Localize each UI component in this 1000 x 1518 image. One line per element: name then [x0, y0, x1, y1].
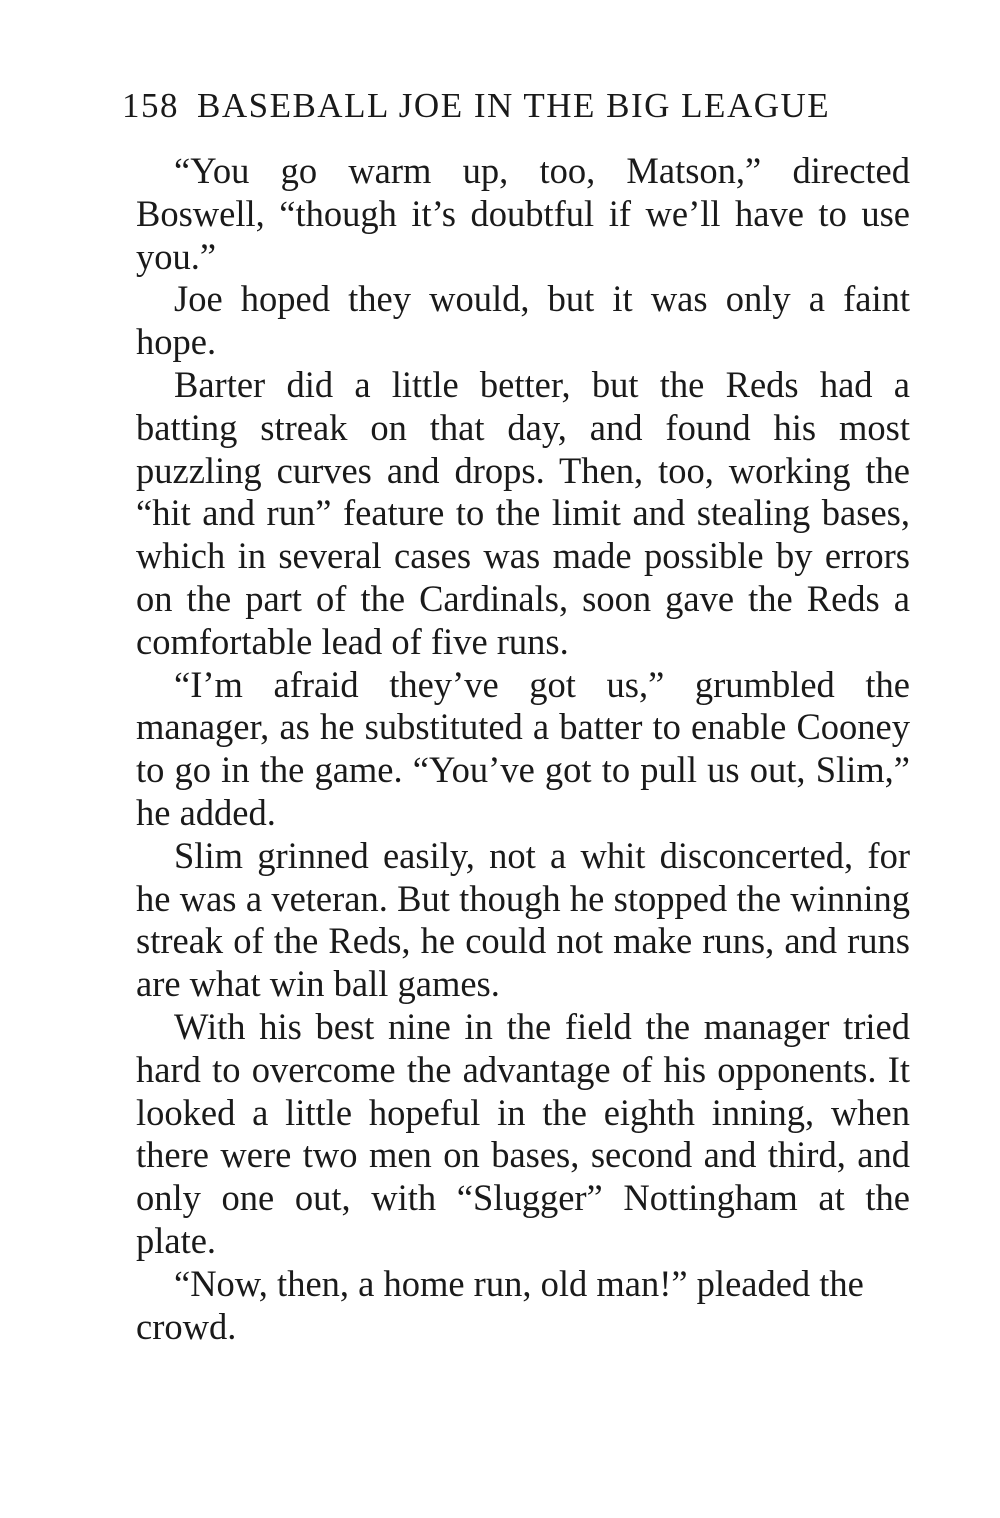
paragraph: Barter did a little better, but the Reds had a batting streak on that day, and found his most puzzling curves and drops. Then, too, working the “hit and run” feature to the limit and stealing bases, which in several cases was made possible by errors on the part of the Cardinals, soon gave the Reds a comfortable lead of five runs.: [136, 363, 910, 662]
paragraph: With his best nine in the field the manager tried hard to overcome the advantage of his opponents. It looked a little hopeful in the eighth inning, when there were two men on bases, second and third, and only one out, with “Slugger” Nottingham at the plate.: [136, 1005, 910, 1261]
paragraph: “You go warm up, too, Matson,” directed Boswell, “though it’s doubtful if we’ll have to use you.”: [136, 150, 910, 277]
book-page: [122, 84, 910, 1348]
paragraph: Joe hoped they would, but it was only a faint hope.: [136, 278, 910, 363]
paragraph: “Now, then, a home run, old man!” pleaded the crowd.: [136, 1262, 864, 1347]
page-number: 158: [122, 86, 179, 125]
running-head: [122, 84, 910, 128]
running-title: BASEBALL JOE IN THE BIG LEAGUE: [197, 86, 831, 125]
paragraph: Slim grinned easily, not a whit disconcerted, for he was a veteran. But though he stopped the winning streak of the Reds, he could not make runs, and runs are what win ball games.: [136, 834, 910, 1005]
paragraph: “I’m afraid they’ve got us,” grumbled the manager, as he substituted a batter to enable Cooney to go in the game. “You’ve got to pull us out, Slim,” he added.: [136, 663, 910, 833]
body-text: [136, 150, 910, 1348]
